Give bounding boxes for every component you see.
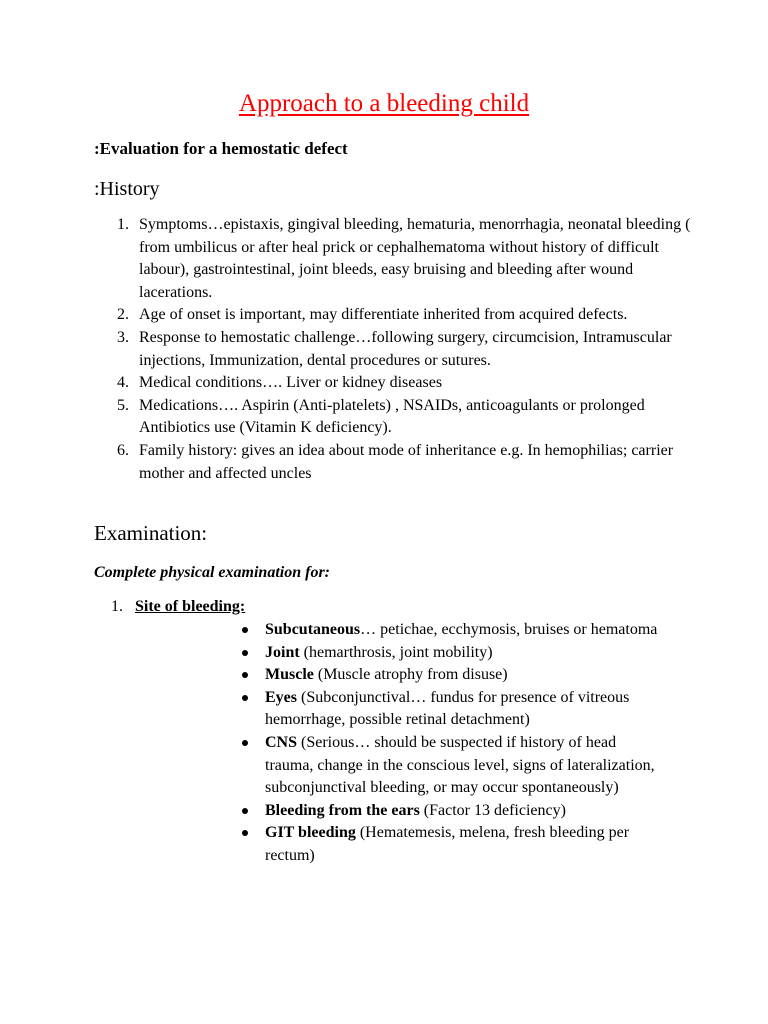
history-list [94,214,694,485]
bleeding-site-text: (Factor 13 deficiency) [419,801,566,819]
bullet-icon [242,740,248,746]
bullet-icon [242,650,248,656]
bleeding-site-item [242,642,662,665]
history-item-text: Family history: gives an idea about mode of inheritance e.g. In hemophilias; carrier mother and affected uncles [139,441,674,482]
history-item-number: 2. [117,306,129,324]
history-item-number: 3. [117,328,129,346]
bleeding-site-term: GIT bleeding [265,824,356,842]
bleeding-site-text: (Serious… should be suspected if history of head trauma, change in the conscious level, signs of lateralization, subconjunctival bleeding, or may occur spontaneously) [265,733,655,797]
history-heading: :History [94,178,160,200]
bleeding-site-term: Subcutaneous [265,621,361,638]
bleeding-site-item [242,687,662,732]
bullet-icon [242,808,248,814]
site-item-number: 1. [111,598,123,615]
bullet-icon [242,672,248,678]
history-item-number: 6. [117,441,129,459]
history-item-text: Symptoms…epistaxis, gingival bleeding, hematuria, menorrhagia, neonatal bleeding ( from umbilicus or after heal prick or cephalhematoma without history of difficult labour), gastrointestinal, joint bleeds, easy bruising and bleeding after wound lacerations. [139,216,691,301]
site-item-label: Site of bleeding: [135,598,246,615]
bullet-icon [242,627,248,633]
bleeding-site-item [242,664,662,687]
history-item-number: 4. [117,374,129,392]
history-item-text: Age of onset is important, may differentiate inherited from acquired defects. [139,306,628,324]
history-item [94,327,694,372]
bullet-icon [242,830,248,836]
bleeding-site-item [242,822,662,867]
document-subtitle: :Evaluation for a hemostatic defect [94,139,348,158]
history-item [94,214,694,304]
bleeding-site-term: CNS [265,733,298,751]
bleeding-site-text: (Subconjunctival… fundus for presence of vitreous hemorrhage, possible retinal detachment) [265,688,630,729]
history-item-text: Response to hemostatic challenge…following surgery, circumcision, Intramuscular injections, Immunization, dental procedures or sutures. [139,328,672,369]
bleeding-site-text: (hemarthrosis, joint mobility) [299,643,493,661]
history-item-number: 1. [117,216,129,233]
bleeding-site-list [242,619,662,868]
bleeding-site-term: Joint [265,643,300,661]
history-item [94,372,694,395]
history-item-number: 5. [117,396,129,414]
examination-intro: Complete physical examination for: [94,564,330,581]
bleeding-site-term: Bleeding from the ears [265,801,420,819]
document-title: Approach to a bleeding child [238,90,530,117]
bleeding-site-item [242,619,662,642]
bleeding-site-term: Muscle [265,666,314,684]
history-item [94,440,694,485]
bleeding-site-term: Eyes [265,688,297,706]
bleeding-site-item [242,800,662,823]
bleeding-site-text: (Hematemesis, melena, fresh bleeding per rectum) [265,824,630,864]
history-item [94,304,694,327]
history-item-text: Medical conditions…. Liver or kidney diseases [139,374,443,392]
history-item-text: Medications…. Aspirin (Anti-platelets) , NSAIDs, anticoagulants or prolonged Antibiotics use (Vitamin K deficiency). [139,396,645,437]
bleeding-site-item [242,732,662,800]
bleeding-site-text: (Muscle atrophy from disuse) [313,666,508,684]
examination-heading: Examination: [94,521,208,545]
bullet-icon [242,695,248,701]
history-item [94,395,694,440]
bleeding-site-text: … petichae, ecchymosis, bruises or hematoma [360,621,658,638]
